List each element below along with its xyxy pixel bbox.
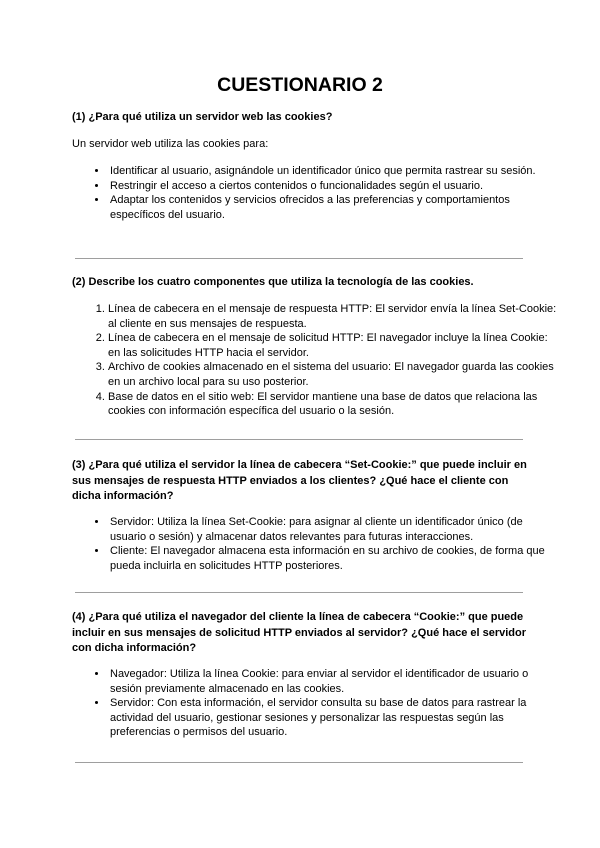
- section-divider: [75, 258, 523, 259]
- question-1-intro: Un servidor web utiliza las cookies para:: [72, 138, 269, 150]
- section-divider: [75, 439, 523, 440]
- section-divider: [75, 592, 523, 593]
- list-item: 4. Base de datos en el sitio web: El servidor mantiene una base de datos que relaciona las cookies con información específica del usuario o la sesión.: [108, 390, 560, 419]
- page-title: CUESTIONARIO 2: [217, 74, 383, 96]
- question-1-heading: (1) ¿Para qué utiliza un servidor web las cookies?: [72, 111, 333, 123]
- list-item: • Servidor: Utiliza la línea Set-Cookie: para asignar al cliente un identificador único (de usuario o sesión) y almacenar datos relevantes para futuras interacciones.: [108, 515, 560, 544]
- list-item: • Servidor: Con esta información, el servidor consulta su base de datos para rastrear la actividad del usuario, gestionar sesiones y personalizar las respuestas según las preferencias o permisos del usuario.: [108, 696, 560, 740]
- question-4-list: [72, 667, 560, 740]
- list-item: • Identificar al usuario, asignándole un identificador único que permita rastrear su sesión.: [108, 164, 560, 179]
- question-1-list: [72, 164, 560, 222]
- list-item: 2. Línea de cabecera en el mensaje de solicitud HTTP: El navegador incluye la línea Cookie: en las solicitudes HTTP hacia el servidor.: [108, 331, 560, 360]
- list-item: 3. Archivo de cookies almacenado en el sistema del usuario: El navegador guarda las cookies en un archivo local para su uso posterior.: [108, 360, 560, 389]
- list-item: 1. Línea de cabecera en el mensaje de respuesta HTTP: El servidor envía la línea Set-Cookie: al cliente en sus mensajes de respuesta.: [108, 302, 560, 331]
- list-item: • Adaptar los contenidos y servicios ofrecidos a las preferencias y comportamientos específicos del usuario.: [108, 193, 560, 222]
- list-item: • Restringir el acceso a ciertos contenidos o funcionalidades según el usuario.: [108, 179, 560, 194]
- section-divider: [75, 762, 523, 763]
- question-3-list: [72, 515, 560, 573]
- question-3-heading: (3) ¿Para qué utiliza el servidor la línea de cabecera “Set-Cookie:” que puede incluir en sus mensajes de respuesta HTTP enviados a los clientes? ¿Qué hace el cliente con dicha información?: [72, 459, 527, 502]
- list-item: • Navegador: Utiliza la línea Cookie: para enviar al servidor el identificador de usuario o sesión previamente almacenado en las cookies.: [108, 667, 560, 696]
- list-item: • Cliente: El navegador almacena esta información en su archivo de cookies, de forma que pueda incluirla en solicitudes HTTP posteriores.: [108, 544, 560, 573]
- question-2-heading: (2) Describe los cuatro componentes que utiliza la tecnología de las cookies.: [72, 276, 474, 288]
- question-2-list: [72, 302, 560, 419]
- question-4-heading: (4) ¿Para qué utiliza el navegador del cliente la línea de cabecera “Cookie:” que puede incluir en sus mensajes de solicitud HTTP enviados al servidor? ¿Qué hace el servidor con dicha información?: [72, 611, 527, 654]
